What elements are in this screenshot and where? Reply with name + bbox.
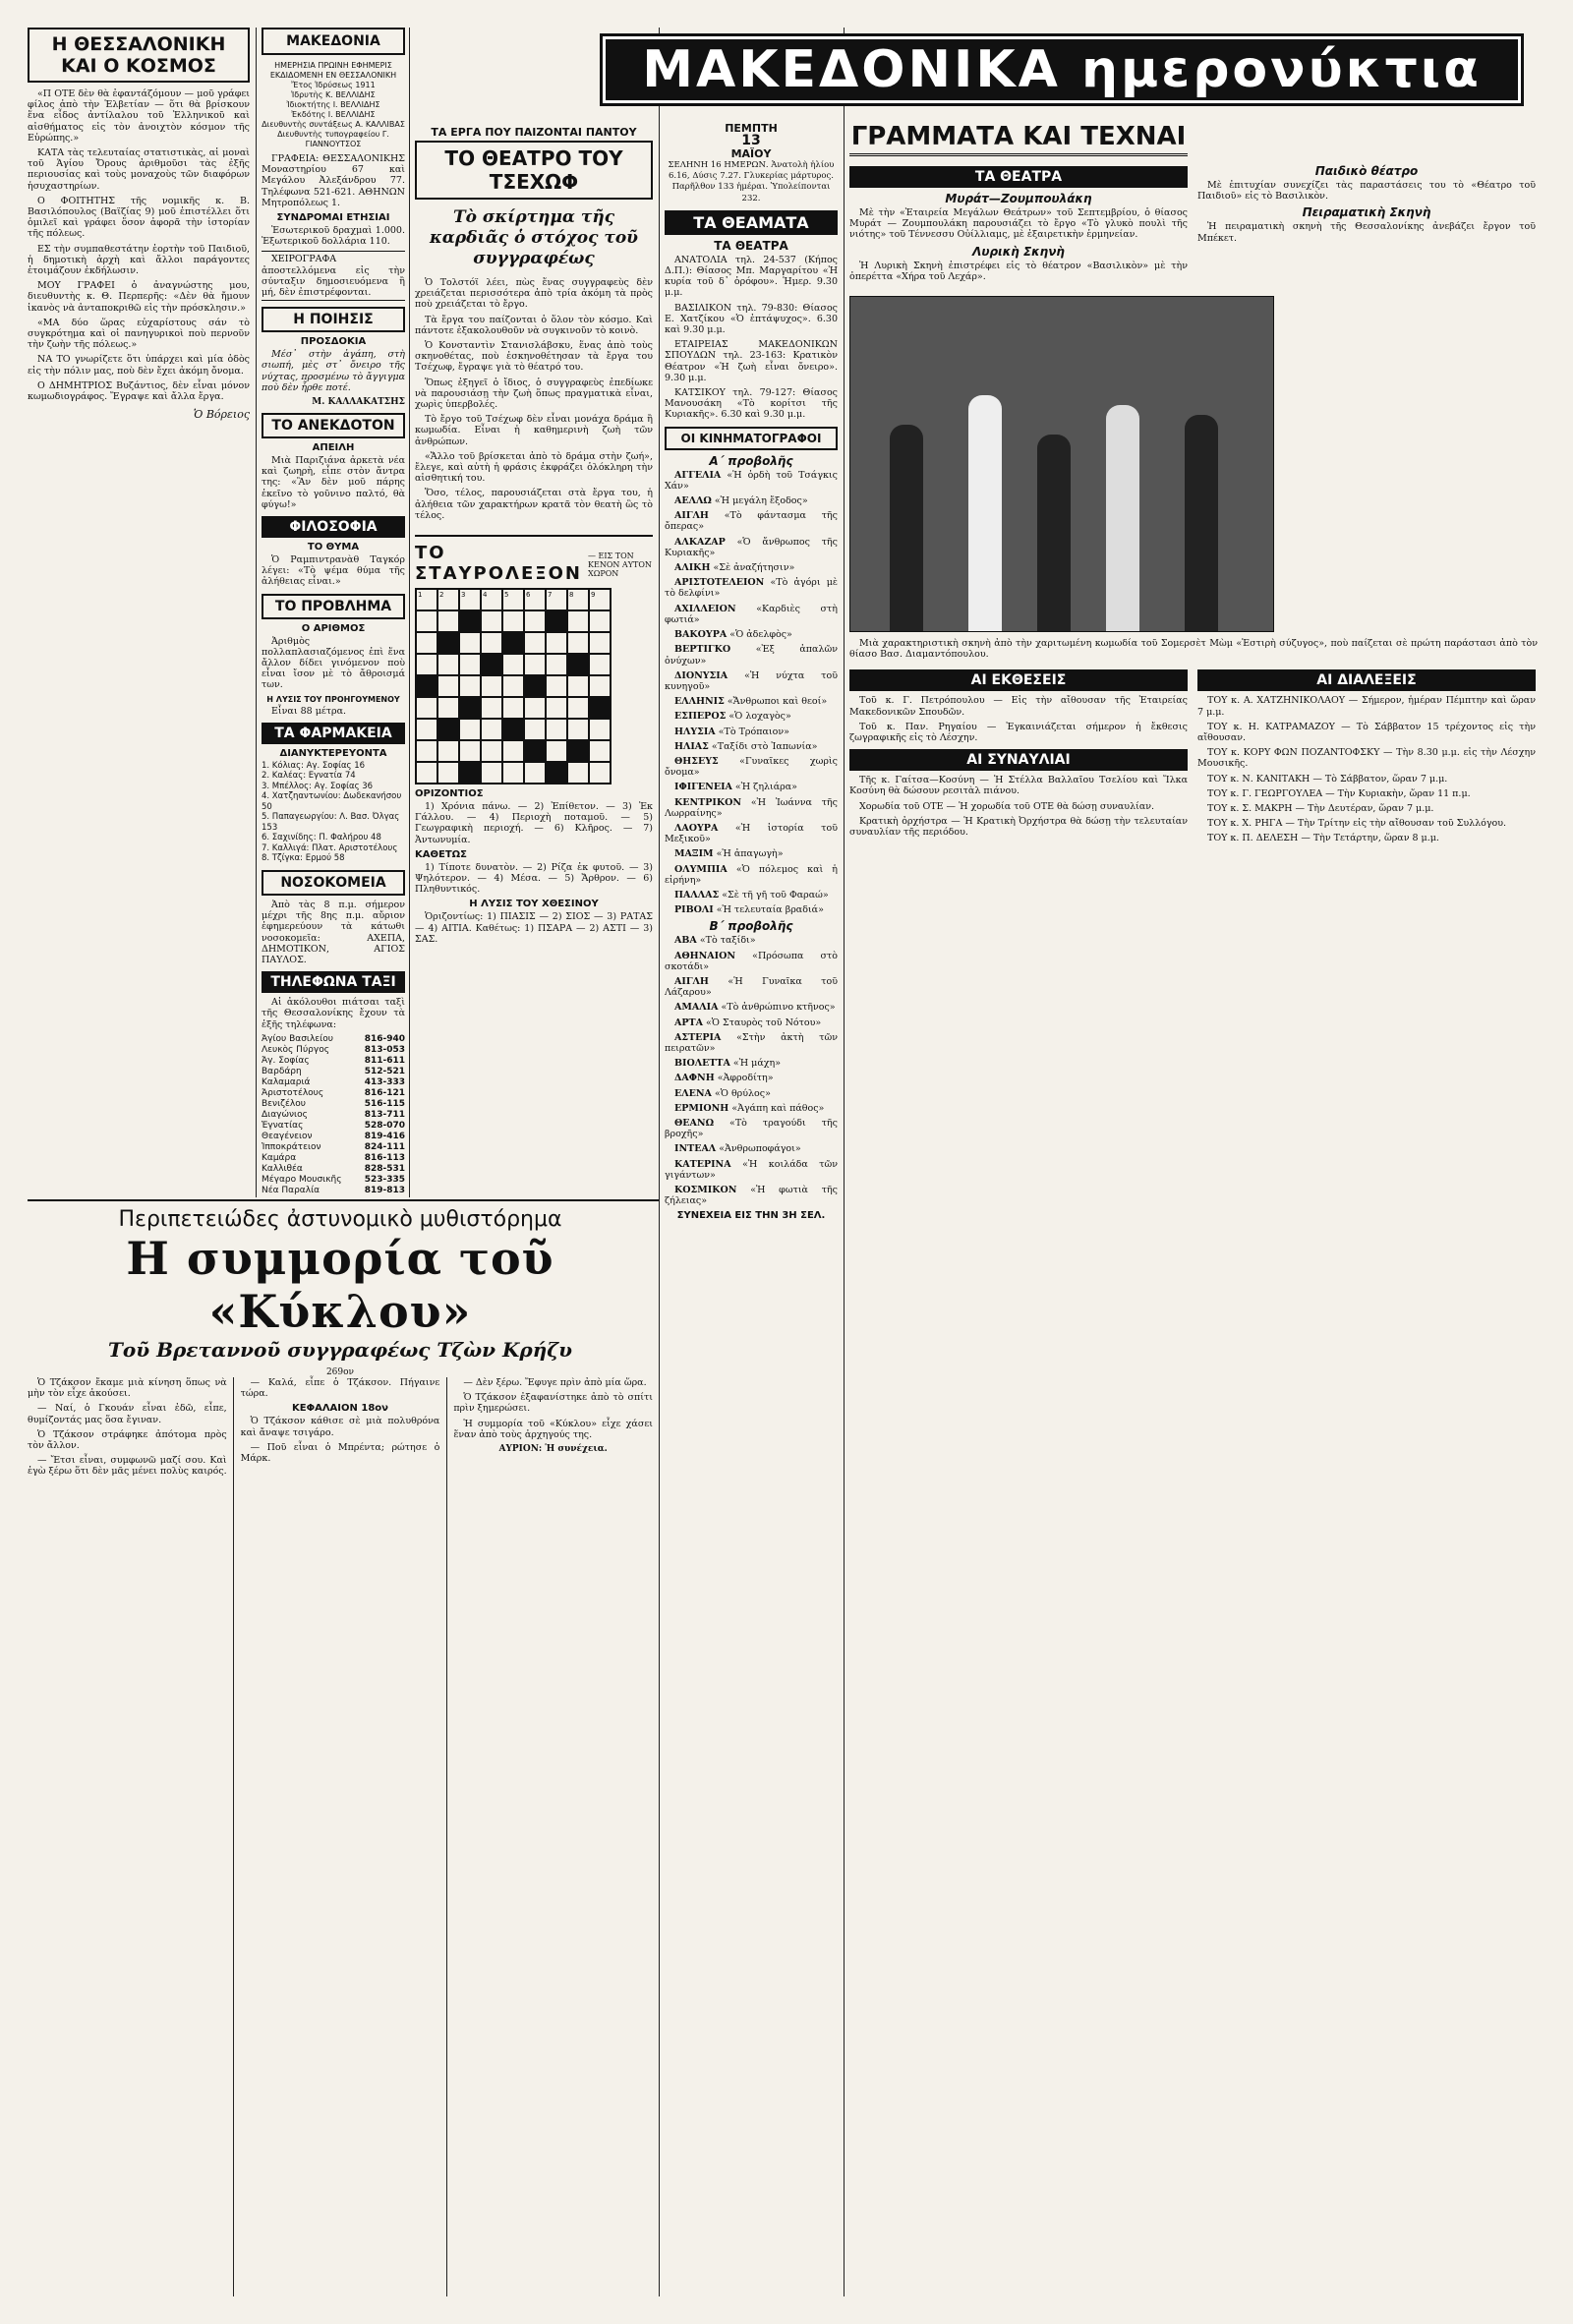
cinema-list-a bbox=[665, 470, 838, 916]
down-title: ΚΑΘΕΤΩΣ bbox=[415, 848, 467, 860]
paragraph: Τὰ ἔργα του παίζονται ὁ ὅλον τὸν κόσμο. Καὶ πάντοτε ἐξακολουθοῦν νὰ συγκινοῦν τὸ κοινὸ. bbox=[415, 314, 653, 336]
pharmacy-list bbox=[262, 761, 405, 864]
column-headline: Η ΘΕΣΣΑΛΟΝΙΚΗ ΚΑΙ Ο ΚΟΣΜΟΣ bbox=[28, 28, 250, 83]
theatre-article bbox=[415, 122, 653, 1195]
table-row: Βαρδάρη 512-521 bbox=[262, 1066, 405, 1076]
table-row: Λευκὸς Πύργος 813-053 bbox=[262, 1044, 405, 1055]
lyric-sub: Λυρικὴ Σκηνὴ bbox=[972, 244, 1065, 259]
across-title: ΟΡΙΖΟΝΤΙΟΣ bbox=[415, 788, 484, 800]
masthead-lines bbox=[262, 61, 405, 149]
weekday: ΠΕΜΠΤΗ bbox=[725, 122, 778, 135]
crossword-title: ΤΟ ΣΤΑΥΡΟΛΕΞΟΝ bbox=[415, 543, 582, 585]
table-row: Ἱπποκράτειον 824-111 bbox=[262, 1141, 405, 1152]
continued-note: ΣΥΝΕΧΕΙΑ ΕΙΣ ΤΗΝ 3Η ΣΕΛ. bbox=[676, 1210, 826, 1222]
newspaper-page bbox=[28, 28, 1545, 2296]
grid-number: 5 bbox=[502, 589, 524, 610]
column-arts bbox=[849, 122, 1545, 2296]
crossword-grid bbox=[415, 588, 612, 784]
list-item: ΘΗΣΕΥΣ «Γυναῖκες χωρὶς ὄνομα» bbox=[665, 755, 838, 779]
list-item: ΗΛΥΣΙΑ «Τὸ Τρόπαιον» bbox=[674, 726, 789, 737]
theatre-listing: ΚΑΤΣΙΚΟΥ τηλ. 79-127: Θίασος Μανουσάκη «Τὸ κορίτσι τῆς Κυριακῆς». 6.30 καὶ 9.30 μ.μ. bbox=[665, 387, 838, 421]
lecture-item: ΤΟΥ κ. ΚΟΡΥ ΦΩΝ ΠΟΖΑΝΤΟΦΣΚΥ — Τὴν 8.30 μ.μ. εἰς τὴν Λέσχην Μουσικῆς. bbox=[1197, 747, 1536, 770]
list-item: 6. Σαχινίδης: Π. Φαλήρου 48 bbox=[262, 833, 381, 843]
list-item: ΚΑΤΕΡΙΝΑ «Ἡ κοιλάδα τῶν γιγάντων» bbox=[665, 1158, 838, 1181]
list-item: ΔΑΦΝΗ «Ἀφροδίτη» bbox=[674, 1073, 774, 1084]
list-item: 4. Χατζηαντωνίου: Δωδεκανήσου 50 bbox=[262, 791, 402, 812]
column-rule bbox=[844, 28, 845, 2296]
paragraph: Ὁ Τολστόϊ λέει, πὼς ἕνας συγγραφεὺς δὲν χρειάζεται περισσότερα ἀπὸ τρία ἀκόμη τὰ πρὸς ποὺ χρειάζεται τὸ ἔργο. bbox=[415, 277, 653, 311]
pharmacy-subtitle: ΔΙΑΝΥΚΤΕΡΕΥΟΝΤΑ bbox=[279, 747, 387, 759]
masthead-title: ΜΑΚΕΔΟΝΙΑ bbox=[286, 33, 380, 49]
lecture-item: ΤΟΥ κ. Ν. ΚΑΝΙΤΑΚΗ — Τὸ Σάββατον, ὥραν 7 μ.μ. bbox=[1207, 773, 1448, 784]
first-run-title: Α΄ προβολῆς bbox=[709, 453, 793, 468]
taxi-title: ΤΗΛΕΦΩΝΑ ΤΑΞΙ bbox=[262, 971, 405, 993]
almanac: ΣΕΛΗΝΗ 16 ΗΜΕΡΩΝ. Ἀνατολὴ ἡλίου 6.16, Δύσις 7.27. Γλυκερίας μάρτυρος. Παρῆλθον 133 ἡμέραι. Ὑπολείπονται 232. bbox=[668, 160, 835, 203]
lectures-title: ΑΙ ΔΙΑΛΕΞΕΙΣ bbox=[1197, 669, 1536, 691]
children-sub: Παιδικὸ θέατρο bbox=[1314, 164, 1419, 178]
novel-author: Τοῦ Βρεταννοῦ συγγραφέως Τζὼν Κρήζυ bbox=[108, 1338, 572, 1362]
paragraph: — Δὲν ξέρω. Ἔφυγε πρὶν ἀπὸ μία ὥρα. bbox=[463, 1377, 647, 1388]
taxi-intro: Αἱ ἀκόλουθοι πιάτσαι ταξὶ τῆς Θεσσαλονίκης ἔχουν τὰ ἐξῆς τηλέφωνα: bbox=[262, 997, 405, 1030]
table-row: Θεαγένειον 819-416 bbox=[262, 1131, 405, 1141]
theatre-listing: ΒΑΣΙΛΙΚΟΝ τηλ. 79-830: Θίασος Ε. Χατζίκου «Ὁ ἑπτάψυχος». 6.30 καὶ 9.30 μ.μ. bbox=[665, 302, 838, 336]
paragraph: «ΜΑ δύο ὥρας εὐχαρίστους σάν τὸ συγκρότημα καὶ οἱ πανηγυρικοὶ ποὺ περνοῦν τὴν ζωὴν τῆς πόλεως.» bbox=[28, 317, 250, 351]
list-item: ΑΘΗΝΑΙΟΝ «Πρόσωπα στὸ σκοτάδι» bbox=[665, 950, 838, 972]
table-row: Καμάρα 816-113 bbox=[262, 1152, 405, 1163]
problem-subtitle: Ο ΑΡΙΘΜΟΣ bbox=[301, 622, 366, 634]
crossword-headnote: — ΕΙΣ ΤΟΝ ΚΕΝΟΝ ΑΥΤΟΝ ΧΩΡΟΝ bbox=[588, 552, 652, 579]
meeting-item: Χορωδία τοῦ ΟΤΕ — Ἡ χορωδία τοῦ ΟΤΕ θὰ δώσῃ συναυλίαν. bbox=[859, 800, 1155, 812]
second-run-title: Β΄ προβολῆς bbox=[709, 919, 793, 934]
lecture-item: ΤΟΥ κ. Χ. ΡΗΓΑ — Τὴν Τρίτην εἰς τὴν αἴθουσαν τοῦ Συλλόγου. bbox=[1207, 818, 1507, 830]
masthead-line: ΗΜΕΡΗΣΙΑ ΠΡΩΙΝΗ ΕΦΗΜΕΡΙΣ ΕΚΔΙΔΟΜΕΝΗ ΕΝ ΘΕΣΣΑΛΟΝΙΚΗ bbox=[269, 61, 397, 80]
masthead-line: Ἰδιοκτήτης Ι. ΒΕΛΛΙΔΗΣ bbox=[286, 100, 380, 109]
paragraph: «Π ΟΤΕ δὲν θὰ ἐφαντάζόμουν — μοῦ γράφει φίλος ἀπὸ τὴν Ἑλβετίαν — ὅτι θὰ βρίσκουν ἕνα εἶδος ἀντίλαλου τοῦ Ἑλληνικοῦ καὶ αἰσθήματος εἰς τὸν ἀνοιχτὸν κόσμον τῆς Εὐρώπης.» bbox=[28, 88, 250, 144]
grid-number: 7 bbox=[546, 589, 567, 610]
experimental-text: Ἡ πειραματικὴ σκηνὴ τῆς Θεσσαλονίκης ἀνεβάζει ἔργον τοῦ Μπέκετ. bbox=[1197, 221, 1536, 244]
masthead-line: Ἐκδότης Ι. ΒΕΛΛΙΔΗΣ bbox=[291, 110, 376, 119]
poem: Μέσ᾽ στὴν ἀγάπη, στὴ σιωπή, μὲς στ᾽ ὄνειρο τῆς νύχτας, προσμένω τὸ ἄγγιγμα ποὺ δὲν ἦρθε ποτέ. bbox=[262, 349, 405, 393]
crossword-solution: Ὁριζοντίως: 1) ΠΙΑΣΙΣ — 2) ΣΙΟΣ — 3) ΡΑΤΑΣ — 4) ΑΙΤΙΑ. Καθέτως: 1) ΠΣΑΡΑ — 2) ΑΣΤΙ — 3) ΣΑΣ. bbox=[415, 911, 653, 945]
grid-number: 6 bbox=[524, 589, 546, 610]
arts-bottom-right bbox=[1197, 664, 1536, 847]
problem-text: Ἀριθμὸς πολλαπλασιαζόμενος ἐπὶ ἕνα ἄλλον δίδει γινόμενον ποὺ εἶναι ἴσον μὲ τὸ ἄθροισμά των. bbox=[262, 635, 405, 691]
list-item: ΕΛΕΝΑ «Ὁ θρύλος» bbox=[674, 1087, 771, 1099]
crossword-solution-title: Η ΛΥΣΙΣ ΤΟΥ ΧΘΕΣΙΝΟΥ bbox=[469, 899, 599, 910]
cinemas-title: ΟΙ ΚΙΝΗΜΑΤΟΓΡΑΦΟΙ bbox=[665, 427, 838, 450]
paragraph: — Ποῦ εἶναι ὁ Μπρέντα; ρώτησε ὁ Μάρκ. bbox=[240, 1441, 440, 1465]
article-subtitle: Τὸ σκίρτημα τῆς καρδιᾶς ὁ στόχος τοῦ συγγραφέως bbox=[430, 207, 638, 268]
list-item: ΑΣΤΕΡΙΑ «Στὴν ἀκτὴ τῶν πειρατῶν» bbox=[665, 1031, 838, 1054]
experimental-sub: Πειραματικὴ Σκηνὴ bbox=[1302, 205, 1431, 220]
hospital-text: Ἀπὸ τὰς 8 π.μ. σήμερον μέχρι τῆς 8ης π.μ. αὔριον ἐφημερεύουν τὰ κάτωθι νοσοκομεῖα: ΑΧΕΠΑ, ΔΗΜΟΤΙΚΟΝ, ΑΓΙΟΣ ΠΑΥΛΟΣ. bbox=[262, 899, 405, 965]
paragraph: Ὅσο, τέλος, παρουσιάζεται στὰ ἔργα του, ἡ ἀλήθεια τῶν χαρακτήρων κρατᾶ τὸν θεατὴ ὣς τὸ τέλος. bbox=[415, 488, 653, 521]
table-row: Ἀριστοτέλους 816-121 bbox=[262, 1087, 405, 1098]
grid-number: 3 bbox=[459, 589, 481, 610]
theatre-listing: ΕΤΑΙΡΕΙΑΣ ΜΑΚΕΔΟΝΙΚΩΝ ΣΠΟΥΔΩΝ τηλ. 23-163: Κρατικὸν Θέατρον «Ἡ ζωὴ εἶναι ὄνειρο». 9.30 μ.μ. bbox=[665, 339, 838, 383]
list-item: ΘΕΑΝΩ «Τὸ τραγούδι τῆς βροχῆς» bbox=[665, 1118, 838, 1140]
meetings-title: ΑΙ ΣΥΝΑΥΛΙΑΙ bbox=[849, 749, 1188, 771]
arts-theatre-section: ΤΑ ΘΕΑΤΡΑ bbox=[849, 166, 1188, 188]
novel-tomorrow: ΑΥΡΙΟΝ: Ἡ συνέχεια. bbox=[498, 1444, 608, 1455]
exhibition-item: Τοῦ κ. Παν. Ρηγαίου — Ἐγκαινιάζεται σήμερον ἡ ἔκθεσις ζωγραφικῆς εἰς τὸ Λέσχην. bbox=[849, 721, 1188, 744]
theatre-listing: ΑΝΑΤΟΛΙΑ τηλ. 24-537 (Κήπος Δ.Π.): Θίασος Μπ. Μαργαρίτου «Ἡ κυρία τοῦ δ᾽ ὀρόφου». Ἡμερ. 9.30 μ.μ. bbox=[665, 254, 838, 299]
masthead-line: Ἔτος Ἱδρύσεως 1911 bbox=[291, 81, 376, 89]
paragraph: Ο ΦΟΙΤΗΤΗΣ τῆς νομικῆς κ. Β. Βασιλόπουλος (Βαϊζίας 9) μοῦ ἐπιστέλλει ὅτι ὁμιλεῖ καὶ γράφει ὅσον ἀφορᾶ τὴν ἱστορίαν τῆς πόλεως. bbox=[28, 195, 250, 240]
anecdote-subtitle: ΑΠΕΙΛΗ bbox=[312, 442, 355, 454]
list-item: ΚΕΝΤΡΙΚΟΝ «Ἡ Ἰωάννα τῆς Λωρραίνης» bbox=[665, 796, 838, 819]
list-item: ΗΛΙΑΣ «Ταξίδι στὸ Ἰαπωνία» bbox=[674, 740, 818, 752]
paragraph: ΕΣ τὴν συμπαθεστάτην ἑορτὴν τοῦ Παιδιοῦ, ἡ δημοτικὴ ἀρχὴ καὶ ἄλλοι παράγοντες ἐτοιμάζουν ἐκδήλωσιν. bbox=[28, 243, 250, 277]
list-item: ΕΡΜΙΟΝΗ «Ἀγάπη καὶ πάθος» bbox=[674, 1102, 825, 1114]
list-item: ΔΙΟΝΥΣΙΑ «Ἡ νύχτα τοῦ κυνηγοῦ» bbox=[665, 669, 838, 692]
column-signature: Ὁ Βόρειος bbox=[193, 408, 250, 422]
down-clues: 1) Τίποτε δυνατὸν. — 2) Ρίζα ἐκ φυτοῦ. — 3) Ψηλότερον. — 4) Μέσα. — 5) Ἄρθρον. — 6) Πληθυντικός. bbox=[415, 861, 653, 896]
solution-label: Η ΛΥΣΙΣ ΤΟΥ ΠΡΟΗΓΟΥΜΕΝΟΥ bbox=[266, 694, 400, 704]
taxi-list bbox=[262, 1034, 405, 1195]
paragraph: ΝΑ ΤΟ γνωρίζετε ὅτι ὑπάρχει καὶ μία ὁδὸς εἰς τὴν πόλιν μας, ποὺ δὲν ἔχει ἀκόμη ὄνομα. bbox=[28, 354, 250, 377]
list-item: ΑΙΓΛΗ «Ἡ Γυναῖκα τοῦ Λάζαρου» bbox=[665, 975, 838, 999]
table-row: Ἐγνατίας 528-070 bbox=[262, 1120, 405, 1131]
masthead-line: Διευθυντὴς συντάξεως Α. ΚΑΛΛΙΒΑΣ bbox=[262, 120, 405, 129]
list-item: ΒΑΚΟΥΡΑ «Ὁ ἀδελφὸς» bbox=[674, 629, 792, 641]
solution-text: Εἶναι 88 μέτρα. bbox=[271, 705, 347, 717]
list-item: ΒΕΡΤΙΓΚΟ «Ἐξ ἁπαλῶν ὀνύχων» bbox=[665, 644, 838, 667]
lecture-item: ΤΟΥ κ. Γ. ΓΕΩΡΓΟΥΛΕΑ — Τὴν Κυριακὴν, ὥραν 11 π.μ. bbox=[1207, 787, 1471, 799]
paragraph: Ὁ Τζάκσον στράφηκε ἀπότομα πρὸς τὸν ἄλλον. bbox=[28, 1428, 227, 1452]
table-row: Καλαμαριά 413-333 bbox=[262, 1076, 405, 1087]
arts-bottom-left bbox=[849, 664, 1188, 847]
philosophy-text: Ὁ Ραμπιντρανὰθ Ταγκόρ λέγει: «Τὸ ψέμα θύμα τῆς ἀλήθειας εἶναι.» bbox=[262, 554, 405, 588]
manuscripts-notice: ΧΕΙΡΟΓΡΑΦΑ ἀποστελλόμενα εἰς τὴν σύνταξιν δημοσιευόμενα ἢ μή, δὲν ἐπιστρέφονται. bbox=[262, 251, 405, 301]
column-city-and-world bbox=[28, 28, 250, 1195]
anecdote-text: Μιὰ Παριζιάνα ἀρκετὰ νέα καὶ ζωηρὴ, εἶπε στὸν ἄντρα της: «Ἂν δὲν μοῦ πάρης ἐκεῖνο τὸ γοῦνινο παλτό, θὰ φύγω!» bbox=[262, 455, 405, 510]
banner-title: ΜΑΚΕΔΟΝΙΚΑ ημερονύκτια bbox=[642, 40, 1482, 99]
table-row: Ἀγ. Σοφίας 811-611 bbox=[262, 1055, 405, 1066]
table-row: Μέγαρο Μουσικῆς 523-335 bbox=[262, 1174, 405, 1185]
date-box bbox=[665, 122, 838, 160]
list-item: ΙΦΙΓΕΝΕΙΑ «Ἡ ζηλιάρα» bbox=[674, 782, 797, 793]
grid-number: 1 bbox=[416, 589, 437, 610]
lecture-item: ΤΟΥ κ. Π. ΔΕΛΕΣΗ — Τὴν Τετάρτην, ὥραν 8 μ.μ. bbox=[1207, 833, 1439, 844]
list-item: ΛΑΟΥΡΑ «Ἡ ἱστορία τοῦ Μεξικοῦ» bbox=[665, 822, 838, 845]
grid-number: 9 bbox=[589, 589, 611, 610]
meeting-item: Τῆς κ. Γαίτσα—Κοσύνη — Ἡ Στέλλα Βαλλαῖου Τσελίου καὶ Ἴλκα Κοσύνη θὰ δώσουν ρεσιτὰλ πιάνου. bbox=[849, 775, 1188, 797]
list-item: ΑΡΤΑ «Ὁ Σταυρὸς τοῦ Νότου» bbox=[674, 1017, 822, 1028]
novel-episode: 269ον bbox=[325, 1367, 355, 1377]
column-rule bbox=[659, 28, 660, 2296]
paragraph: Ἡ συμμορία τοῦ «Κύκλου» εἶχε χάσει ἕναν ἀπὸ τοὺς ἀρχηγούς της. bbox=[453, 1418, 653, 1440]
exhibitions-title: ΑΙ ΕΚΘΕΣΕΙΣ bbox=[849, 669, 1188, 691]
shows-section: ΤΑ ΘΕΑΜΑΤΑ bbox=[665, 210, 838, 235]
paragraph: — Καλά, εἶπε ὁ Τζάκσον. Πήγαινε τώρα. bbox=[240, 1377, 440, 1400]
novel-chapter: ΚΕΦΑΛΑΙΟΝ 18ον bbox=[292, 1403, 388, 1415]
list-item: ΜΑΞΙΜ «Ἡ ἀπαγωγὴ» bbox=[674, 848, 784, 860]
list-item: 1. Κόλιας: Αγ. Σοφίας 16 bbox=[262, 760, 366, 771]
lecture-item: ΤΟΥ κ. Σ. ΜΑΚΡΗ — Τὴν Δευτέραν, ὥραν 7 μ.μ. bbox=[1207, 803, 1434, 815]
lecture-item: ΤΟΥ κ. Α. ΧΑΤΖΗΝΙΚΟΛΑΟΥ — Σήμερον, ἡμέραν Πέμπτην καὶ ὥραν 7 μ.μ. bbox=[1197, 695, 1536, 718]
list-item: ΑΡΙΣΤΟΤΕΛΕΙΟΝ «Τὸ ἀγόρι μὲ τὸ δελφίνι» bbox=[665, 577, 838, 600]
meeting-item: Κρατικὴ ὀρχήστρα — Ἡ Κρατικὴ Ὀρχήστρα θὰ δώσῃ τὴν τελευταίαν συναυλίαν τῆς περιόδου. bbox=[849, 815, 1188, 839]
pharmacy-title: ΤΑ ΦΑΡΜΑΚΕΙΑ bbox=[262, 723, 405, 744]
list-item: ΑΧΙΛΛΕΙΟΝ «Καρδιὲς στὴ φωτιά» bbox=[665, 603, 838, 625]
list-item: ΒΙΟΛΕΤΤΑ «Ἡ μάχη» bbox=[674, 1058, 782, 1070]
arts-right bbox=[1197, 160, 1536, 286]
day: 13 bbox=[741, 133, 761, 148]
philosophy-title: ΦΙΛΟΣΟΦΙΑ bbox=[262, 516, 405, 538]
masthead bbox=[262, 28, 405, 55]
poet: Μ. ΚΑΛΛΑΚΑΤΣΗΣ bbox=[312, 397, 405, 408]
poetry-title: Η ΠΟΙΗΣΙΣ bbox=[262, 307, 405, 332]
table-row: Διαγώνιος 813-711 bbox=[262, 1109, 405, 1120]
list-item: ΑΓΓΕΛΙΑ «Ἡ ὀρδὴ τοῦ Τσάγκις Χάν» bbox=[665, 469, 838, 492]
column-rule bbox=[256, 28, 257, 1197]
poetry-subtitle: ΠΡΟΣΔΟΚΙΑ bbox=[300, 336, 367, 348]
list-item: ΙΝΤΕΑΛ «Ἀνθρωποφάγοι» bbox=[674, 1143, 801, 1155]
theatres-title: ΤΑ ΘΕΑΤΡΑ bbox=[714, 238, 788, 253]
column-info bbox=[262, 28, 405, 1195]
paragraph: Ο ΔΗΜΗΤΡΙΟΣ Βυζάντιος, δὲν εἶναι μόνον κωμωδιογράφος. Ἔγραψε καὶ ἄλλα ἔργα. bbox=[28, 379, 250, 403]
list-item: ΟΛΥΜΠΙΑ «Ὁ πόλεμος καὶ ἡ εἰρήνη» bbox=[665, 863, 838, 886]
list-item: 3. Μπέλλος: Αγ. Σοφίας 36 bbox=[262, 781, 374, 791]
theatre-photo bbox=[849, 296, 1274, 632]
philosophy-subtitle: ΤΟ ΘΥΜΑ bbox=[307, 542, 360, 553]
hospital-title: ΝΟΣΟΚΟΜΕΙΑ bbox=[262, 870, 405, 896]
column-shows bbox=[665, 122, 838, 2296]
list-item: ΑΜΑΛΙΑ «Τὸ ἀνθρώπινο κτῆνος» bbox=[674, 1002, 836, 1014]
exhibition-item: Τοῦ κ. Γ. Πετρόπουλου — Εἰς τὴν αἴθουσαν τῆς Ἑταιρείας Μακεδονικῶν Σπουδῶν. bbox=[849, 695, 1188, 718]
list-item: 7. Καλλιγά: Πλατ. Αριστοτέλους bbox=[262, 842, 398, 853]
month: ΜΑΪΟΥ bbox=[730, 147, 772, 160]
arts-left bbox=[849, 160, 1188, 286]
list-item: ΑΙΓΛΗ «Τὸ φάντασμα τῆς ὄπερας» bbox=[665, 510, 838, 533]
list-item: 8. Τζίγκα: Ερμού 58 bbox=[262, 853, 345, 864]
list-item: 5. Παπαγεωργίου: Λ. Βασ. Όλγας 153 bbox=[262, 812, 400, 833]
masthead-line: Διευθυντὴς τυπογραφείου Γ. ΓΙΑΝΝΟΥΤΣΟΣ bbox=[277, 130, 389, 148]
table-row: Καλλιθέα 828-531 bbox=[262, 1163, 405, 1174]
table-row: Βενιζέλου 516-115 bbox=[262, 1098, 405, 1109]
arts-title: ΓΡΑΜΜΑΤΑ ΚΑΙ ΤΕΧΝΑΙ bbox=[849, 122, 1188, 156]
paragraph: — Ἔτσι εἶναι, συμφωνῶ μαζί σου. Καὶ ἐγὼ ξέρω ὅτι δὲν μᾶς μένει πολὺς καιρός. bbox=[28, 1455, 227, 1478]
paragraph: Ὁ Τζάκσον ἔκαμε μιὰ κίνηση ὅπως νὰ μὴν τὸν εἶχε ἀκούσει. bbox=[28, 1377, 227, 1400]
list-item: ΑΒΑ «Τὸ ταξίδι» bbox=[674, 935, 756, 947]
photo-caption: Μιὰ χαρακτηριστικὴ σκηνὴ ἀπὸ τὴν χαριτωμένη κωμωδία τοῦ Σομερσὲτ Μὼμ «Ἑστιρὴ σύζυγος», ποὺ παίζεται σὲ πρώτη παράστασι ἀπὸ τὸν θίασο Βασ. Διαμαντόπουλου. bbox=[849, 638, 1538, 661]
paragraph: — Ναί, ὁ Γκουάν εἶναι ἐδῶ, εἶπε, θυμίζοντάς μας ὅσα ἔγιναν. bbox=[28, 1403, 227, 1425]
article-title: ΤΟ ΘΕΑΤΡΟ ΤΟΥ ΤΣΕΧΩΦ bbox=[415, 141, 653, 200]
paragraph: ΜΟΥ ΓΡΑΦΕΙ ὁ ἀναγνώστης μου, διευθυντὴς κ. Θ. Περπερῆς: «Δὲν θὰ ἤμουν ἱκανὸς νὰ ἀνταποκριθῶ εἰς τὴν πρόσκλησιν.» bbox=[28, 280, 250, 314]
subscriptions-text: Ἐσωτερικοῦ δραχμαὶ 1.000. Ἐξωτερικοῦ δολλάρια 110. bbox=[262, 225, 405, 248]
paragraph: «Ἄλλο τοῦ βρίσκεται ἀπὸ τὸ δράμα στὴν ζωή», ἔλεγε, καὶ αὐτὴ ἡ φράσις ἐκφράζει ὁλόκληρη τὴν αἰσθητική του. bbox=[415, 450, 653, 485]
paragraph: Ὅπως ἐξηγεῖ ὁ ἴδιος, ὁ συγγραφεὺς ἐπεδίωκε νὰ παρουσιάσῃ τὴν ζωὴ ὅπως πραγματικὰ εἶναι, χωρὶς ὑπερβολές. bbox=[415, 377, 653, 411]
lyric-text: Ἡ Λυρικὴ Σκηνὴ ἐπιστρέφει εἰς τὸ θέατρον «Βασιλικὸν» μὲ τὴν ὀπερέττα «Χήρα τοῦ Λεχάρ». bbox=[849, 260, 1188, 282]
grid-number: 8 bbox=[567, 589, 589, 610]
section-rule bbox=[28, 1199, 659, 1201]
paragraph: ΚΑΤΑ τὰς τελευταίας στατιστικὰς, αἱ μοναὶ τοῦ Ἁγίου Ὄρους ἀριθμοῦσι τὰς ἐξῆς περιουσίας καὶ τοὺς μοναχοὺς τῶν διαφόρων ἡσυχαστηρίων. bbox=[28, 147, 250, 192]
children-text: Μὲ ἐπιτυχίαν συνεχίζει τὰς παραστάσεις του τὸ «Θέατρο τοῦ Παιδιοῦ» εἰς τὸ Βασιλικὸν. bbox=[1197, 180, 1536, 203]
across-clues: 1) Χρόνια πάνω. — 2) Ἐπίθετον. — 3) Ἐκ Γάλλου. — 4) Περιοχὴ ποταμοῦ. — 5) Γεωγραφικὴ περιοχή. — 6) Κλῆρος. — 7) Ἀντωνυμία. bbox=[415, 801, 653, 845]
paragraph: Ὁ Τζάκσον ἐξαφανίστηκε ἀπὸ τὸ σπίτι πρὶν ξημερώσει. bbox=[453, 1392, 653, 1415]
arts-theatre-sub: Μυράτ—Ζουμπουλάκη bbox=[945, 192, 1092, 205]
offices: ΓΡΑΦΕΙΑ: ΘΕΣΣΑΛΟΝΙΚΗΣ Μοναστηρίου 67 καὶ Μεγάλου Ἀλεξάνδρου 77. Τηλέφωνα 521-621. ΑΘΗΝΩΝ Μητροπόλεως 1. bbox=[262, 153, 405, 208]
subscriptions-title: ΣΥΝΔΡΟΜΑΙ ΕΤΗΣΙΑΙ bbox=[276, 212, 390, 224]
article-kicker: ΤΑ ΕΡΓΑ ΠΟΥ ΠΑΙΖΟΝΤΑΙ ΠΑΝΤΟΥ bbox=[431, 126, 637, 139]
list-item: ΑΕΛΛΩ «Ἡ μεγάλη ἔξοδος» bbox=[674, 495, 808, 507]
cinema-list-b bbox=[665, 935, 838, 1206]
list-item: ΚΟΣΜΙΚΟΝ «Ἡ φωτιὰ τῆς ζήλειας» bbox=[665, 1185, 838, 1207]
list-item: ΑΛΚΑΖΑΡ «Ὁ ἄνθρωπος τῆς Κυριακῆς» bbox=[665, 536, 838, 558]
list-item: ΡΙΒΟΛΙ «Ἡ τελευταία βραδιά» bbox=[674, 904, 824, 916]
grid-number: 2 bbox=[437, 589, 459, 610]
page-banner bbox=[600, 33, 1524, 106]
novel-title: Η συμμορία τοῦ «Κύκλου» bbox=[126, 1232, 554, 1338]
list-item: 2. Καλέας: Εγνατία 74 bbox=[262, 771, 356, 782]
list-item: ΕΣΠΕΡΟΣ «Ὁ λοχαγὸς» bbox=[674, 711, 791, 723]
list-item: ΑΛΙΚΗ «Σὲ ἀναζήτησιν» bbox=[674, 562, 795, 574]
masthead-line: Ἱδρυτὴς Κ. ΒΕΛΛΙΔΗΣ bbox=[291, 90, 376, 99]
crossword bbox=[415, 535, 653, 945]
paragraph: Τὸ ἔργο τοῦ Τσέχωφ δὲν εἶναι μονάχα δράμα ἢ κωμωδία. Εἶναι ἡ καθημερινὴ ζωὴ τῶν ἀνθρώπων. bbox=[415, 414, 653, 447]
paragraph: Ὁ Τζάκσον κάθισε σὲ μιὰ πολυθρόνα καὶ ἄναψε τσιγάρο. bbox=[240, 1416, 440, 1438]
list-item: ΕΛΛΗΝΙΣ «Ἄνθρωποι καὶ θεοί» bbox=[674, 696, 828, 708]
column-rule bbox=[409, 28, 410, 1197]
lecture-item: ΤΟΥ κ. Η. ΚΑΤΡΑΜΑΖΟΥ — Τὸ Σάββατον 15 τρέχοντος εἰς τὴν αἴθουσαν. bbox=[1197, 721, 1536, 744]
table-row: Νέα Παραλία 819-813 bbox=[262, 1185, 405, 1195]
list-item: ΠΑΛΛΑΣ «Σὲ τῆ γῆ τοῦ Φαραώ» bbox=[674, 889, 829, 901]
arts-theatre-text: Μὲ τὴν «Ἑταιρεία Μεγάλων Θεάτρων» τοῦ Σεπτεμβρίου, ὁ θίασος Μυράτ — Ζουμπουλάκη παρουσιάζει τὸ ἔργο «Τὸ γλυκὸ πουλὶ τῆς νιότης» τοῦ Τέννεσσυ Οὐίλλιαμς, μὲ ἐξαιρετικὴν ἑρμηνείαν. bbox=[849, 207, 1188, 241]
serial-novel bbox=[28, 1207, 653, 2296]
grid-number: 4 bbox=[481, 589, 502, 610]
problem-title: ΤΟ ΠΡΟΒΛΗΜΑ bbox=[262, 594, 405, 619]
paragraph: Ὁ Κονσταντὶν Στανισλάβσκυ, ἕνας ἀπὸ τοὺς σκηνοθέτας, ποὺ ἐσκηνοθέτησαν τὰ ἔργα του Τσέχωφ, ἔγραψε γιὰ τὸ θέατρό του. bbox=[415, 340, 653, 374]
anecdote-title: ΤΟ ΑΝΕΚΔΟΤΟΝ bbox=[262, 413, 405, 438]
novel-kicker: Περιπετειώδες ἀστυνομικὸ μυθιστόρημα bbox=[118, 1207, 562, 1232]
table-row: Ἀγίου Βασιλείου 816-940 bbox=[262, 1033, 405, 1044]
